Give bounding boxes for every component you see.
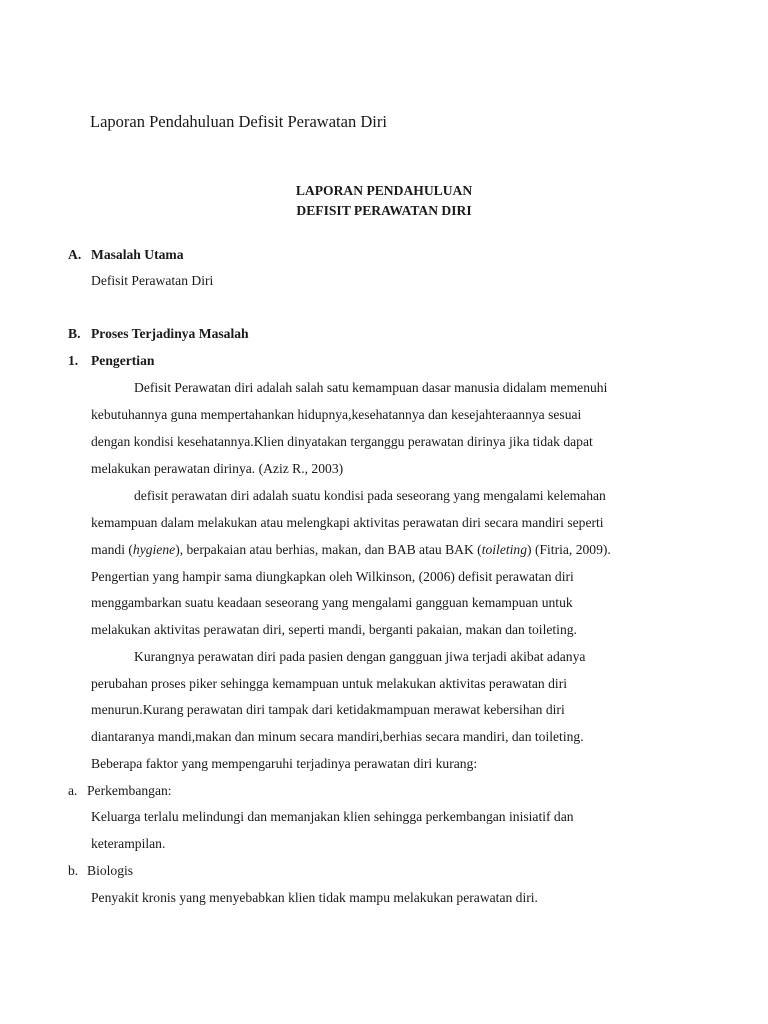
document-title: Laporan Pendahuluan Defisit Perawatan Diri <box>90 112 387 131</box>
item-b-line-1: Penyakit kronis yang menyebabkan klien tidak mampu melakukan perawatan diri. <box>91 890 538 905</box>
para3-line-2: perubahan proses piker sehingga kemampuan untuk melakukan aktivitas perawatan diri <box>91 676 568 691</box>
item-b-marker: b. <box>68 863 79 878</box>
item-1-marker: 1. <box>68 353 79 368</box>
para2-line-3 <box>91 541 611 559</box>
para2-line-6: melakukan aktivitas perawatan diri, seperti mandi, berganti pakaian, makan dan toileting. <box>91 622 577 637</box>
para2-line-5: menggambarkan suatu keadaan seseorang yang mengalami gangguan kemampuan untuk <box>91 595 573 610</box>
section-a-marker: A. <box>68 247 82 262</box>
section-a-title: Masalah Utama <box>91 247 184 262</box>
item-a-title: Perkembangan: <box>87 783 172 798</box>
para1-line-2: kebutuhannya guna mempertahankan hidupnya,kesehatannya dan kesejahteraannya sesuai <box>91 407 582 422</box>
para3-line-4: diantaranya mandi,makan dan minum secara mandiri,berhias secara mandiri, dan toileting. <box>91 729 584 744</box>
para2-line-3-part-c: ) (Fitria, 2009). <box>527 542 611 557</box>
para1-line-3: dengan kondisi kesehatannya.Klien dinyatakan terganggu perawatan dirinya jika tidak dapat <box>91 434 593 449</box>
section-b-marker: B. <box>68 326 81 341</box>
section-b-title: Proses Terjadinya Masalah <box>91 326 249 341</box>
item-1-title: Pengertian <box>91 353 155 368</box>
item-a-line-2: keterampilan. <box>91 836 166 851</box>
para2-line-4: Pengertian yang hampir sama diungkapkan oleh Wilkinson, (2006) defisit perawatan diri <box>91 569 574 584</box>
para2-line-3-part-a: mandi ( <box>91 542 133 557</box>
item-a-marker: a. <box>68 783 78 798</box>
toileting-term: toileting <box>481 542 528 557</box>
para3-line-1: Kurangnya perawatan diri pada pasien dengan gangguan jiwa terjadi akibat adanya <box>134 649 586 664</box>
heading-line-2: DEFISIT PERAWATAN DIRI <box>296 203 472 218</box>
para1-line-4: melakukan perawatan dirinya. (Aziz R., 2003) <box>91 461 344 476</box>
para1-line-1: Defisit Perawatan diri adalah salah satu kemampuan dasar manusia didalam memenuhi <box>134 380 608 395</box>
para3-line-5: Beberapa faktor yang mempengaruhi terjadinya perawatan diri kurang: <box>91 756 478 771</box>
para2-line-3-part-b: ), berpakaian atau berhias, makan, dan BAB atau BAK ( <box>175 542 482 557</box>
item-b-title: Biologis <box>87 863 134 878</box>
para2-line-2: kemampuan dalam melakukan atau melengkapi aktivitas perawatan diri secara mandiri seperti <box>91 515 604 530</box>
heading-line-1: LAPORAN PENDAHULUAN <box>295 183 473 198</box>
item-a-line-1: Keluarga terlalu melindungi dan memanjakan klien sehingga perkembangan inisiatif dan <box>91 809 574 824</box>
para3-line-3: menurun.Kurang perawatan diri tampak dari ketidakmampuan merawat kebersihan diri <box>91 702 565 717</box>
section-a-content: Defisit Perawatan Diri <box>91 273 214 288</box>
hygiene-term: hygiene <box>132 542 176 557</box>
para2-line-1: defisit perawatan diri adalah suatu kondisi pada seseorang yang mengalami kelemahan <box>134 488 606 503</box>
